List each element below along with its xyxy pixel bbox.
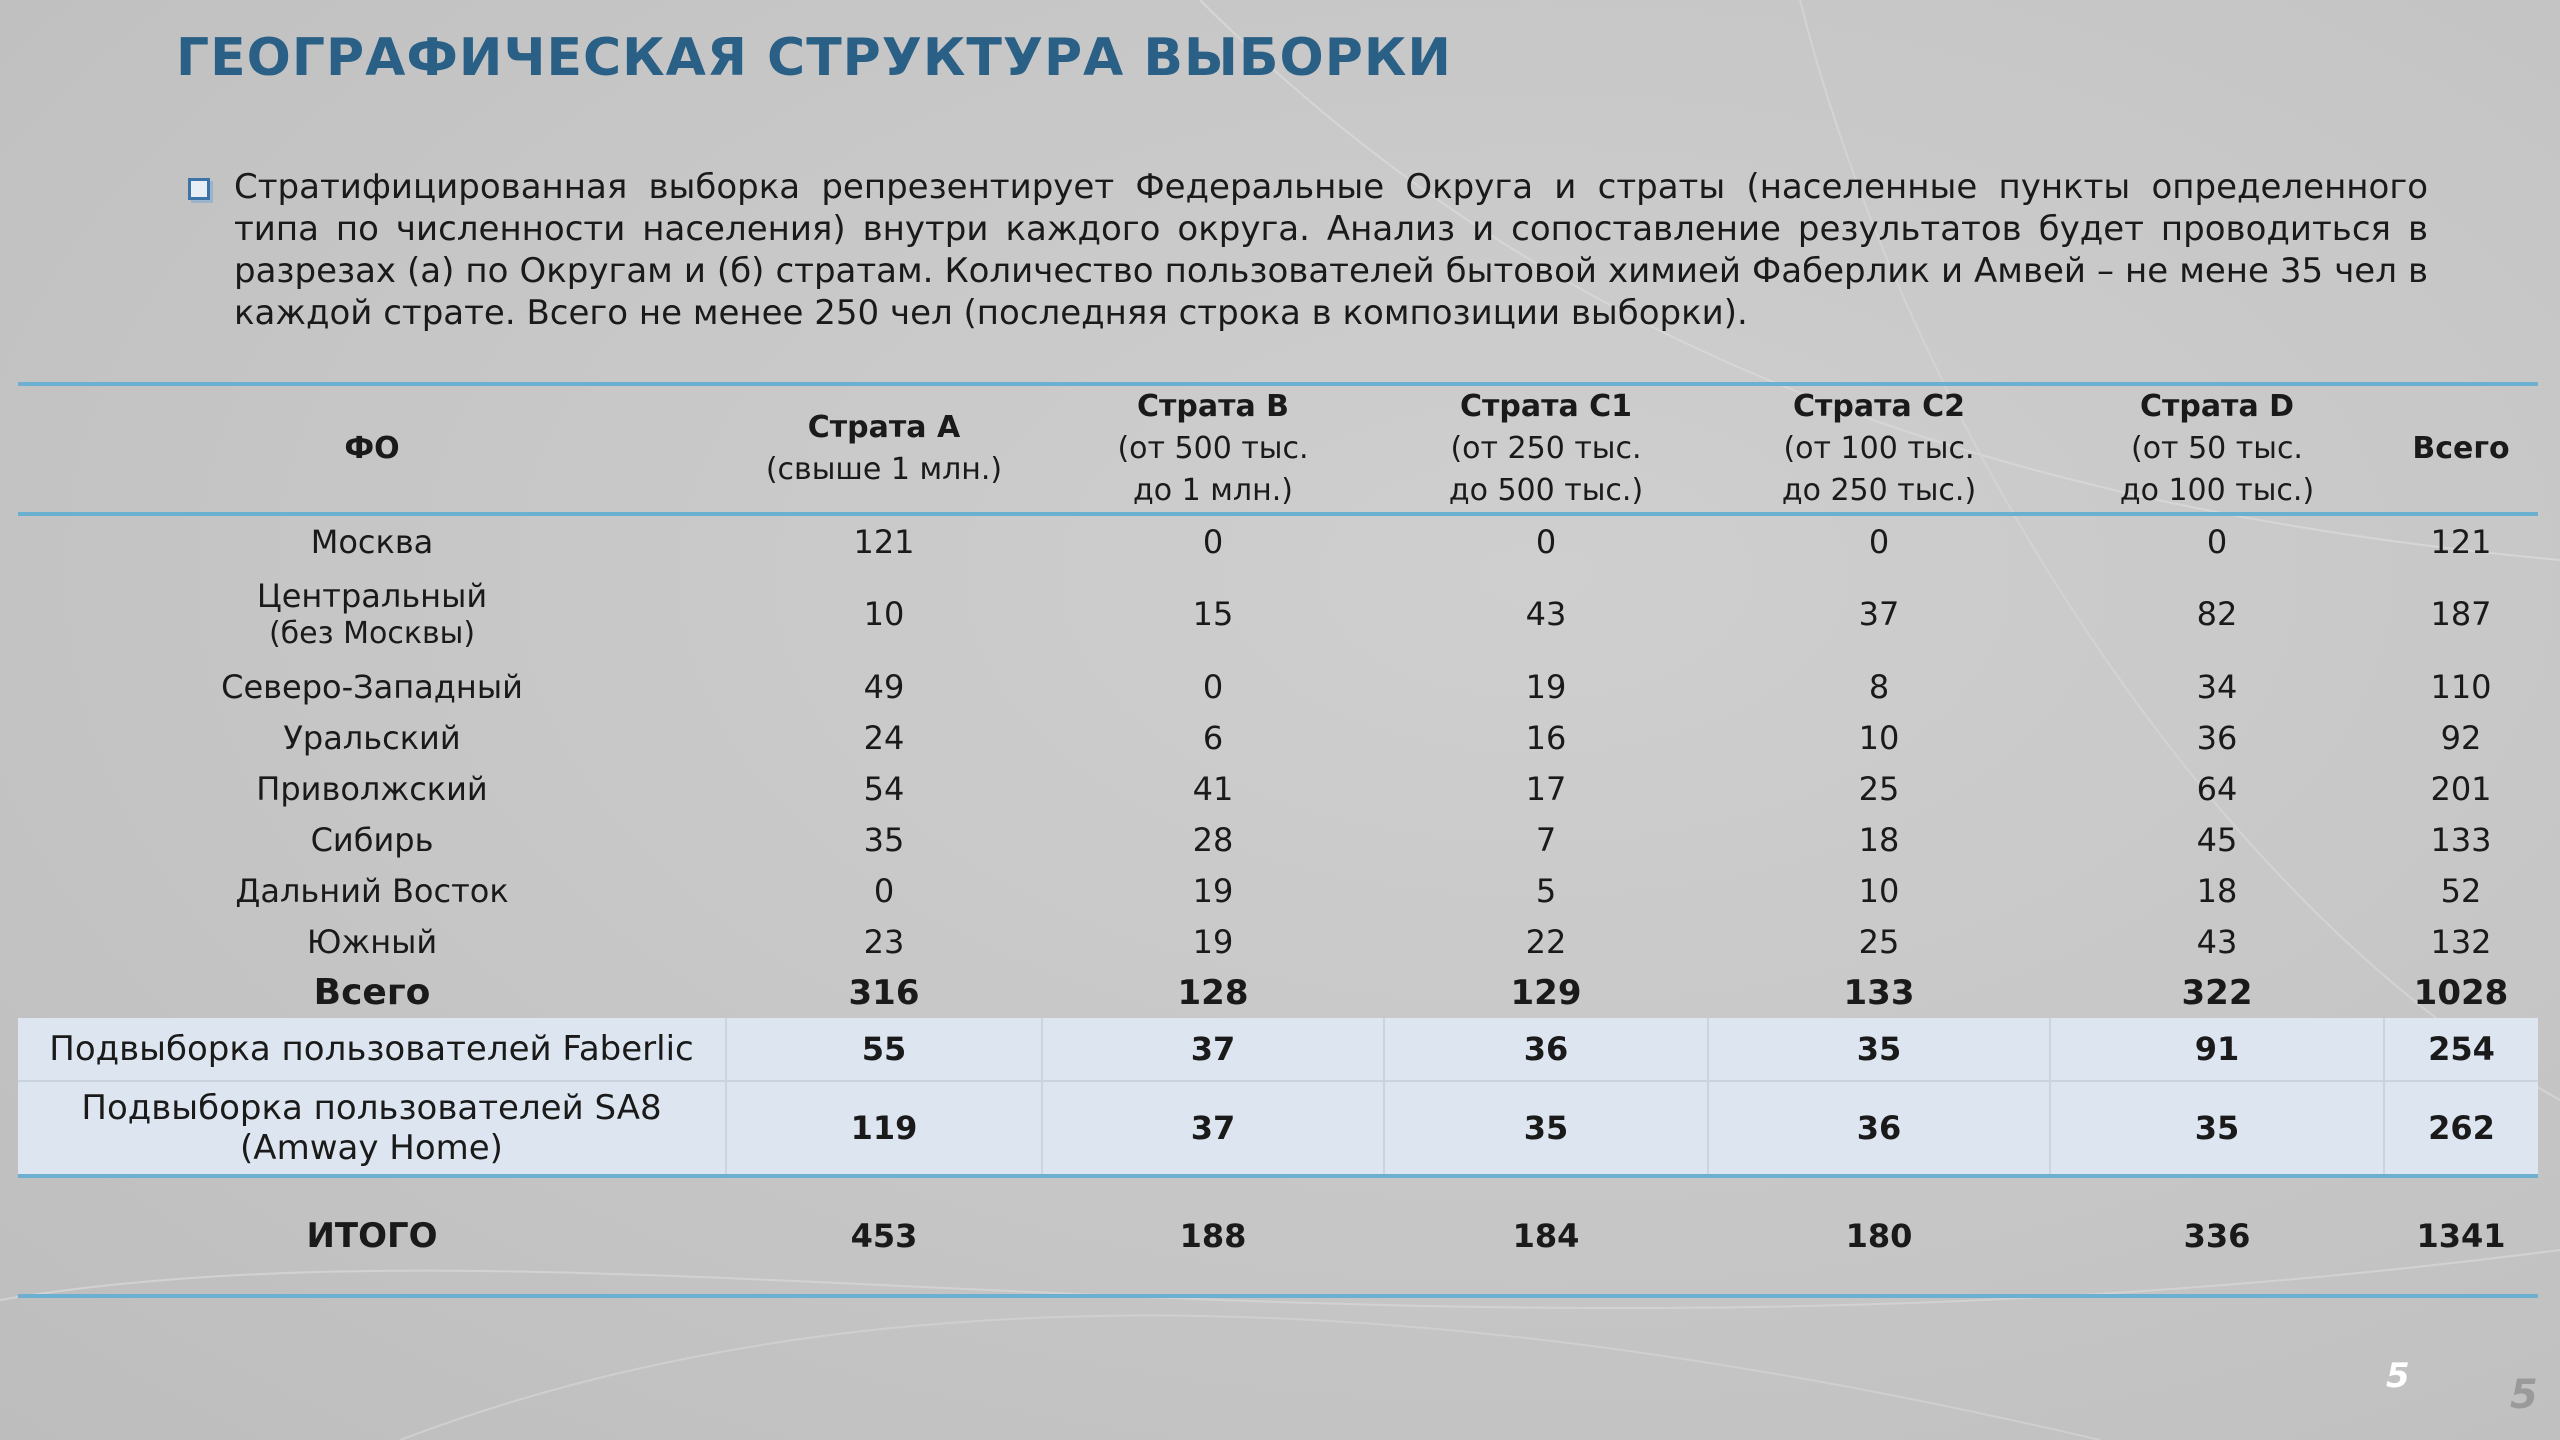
table-row bbox=[18, 712, 2538, 763]
row-fo: Дальний Восток bbox=[235, 871, 509, 910]
cell-total: 262 bbox=[2384, 1081, 2538, 1176]
cell-total: 92 bbox=[2440, 718, 2482, 757]
cell-a: 316 bbox=[848, 972, 920, 1013]
cell-d: 34 bbox=[2196, 667, 2238, 706]
cell-c2: 133 bbox=[1843, 972, 1915, 1013]
cell-b: 37 bbox=[1042, 1081, 1384, 1176]
cell-a: 10 bbox=[863, 595, 905, 633]
row-fo bbox=[18, 567, 726, 661]
cell-a: 55 bbox=[726, 1018, 1042, 1081]
subsample-row bbox=[18, 1081, 2538, 1176]
cell-a: 453 bbox=[726, 1176, 1042, 1296]
cell-total: 121 bbox=[2430, 522, 2492, 561]
page-number-corner: 5 bbox=[2510, 1372, 2538, 1418]
header-strata-a: Страта А (свыше 1 млн.) bbox=[726, 384, 1042, 514]
sample-structure-table bbox=[18, 382, 2538, 1298]
cell-a: 35 bbox=[863, 820, 905, 859]
cell-total: 133 bbox=[2430, 820, 2492, 859]
row-fo: Уральский bbox=[283, 718, 461, 757]
cell-total: 132 bbox=[2430, 922, 2492, 961]
cell-a: 121 bbox=[853, 522, 915, 561]
row-fo: ИТОГО bbox=[18, 1176, 726, 1296]
grand-total-row bbox=[18, 1176, 2538, 1296]
cell-d: 0 bbox=[2206, 522, 2228, 561]
cell-c2: 25 bbox=[1858, 922, 1900, 961]
cell-c2: 18 bbox=[1858, 820, 1900, 859]
cell-total: 187 bbox=[2430, 595, 2492, 633]
cell-c1: 0 bbox=[1535, 522, 1557, 561]
cell-total: 1341 bbox=[2384, 1176, 2538, 1296]
intro-text: Стратифицированная выборка репрезентирует Федеральные Округа и страты (населенные пункты определенного типа по численности населения) внутри каждого округа. Анализ и сопоставление результатов будет проводиться в разрезах (а) по Округам и (б) стратам. Количество пользователей бытовой химией Фаберлик и Амвей – не мене 35 чел в каждой страте. Всего не менее 250 чел (последняя строка в композиции выборки). bbox=[234, 167, 2428, 333]
header-fo: ФО bbox=[18, 384, 726, 514]
cell-a: 0 bbox=[873, 871, 895, 910]
row-fo: Всего bbox=[313, 971, 431, 1013]
cell-b: 128 bbox=[1177, 972, 1249, 1013]
row-fo: Северо-Западный bbox=[221, 667, 523, 706]
page-number: 5 bbox=[2386, 1356, 2410, 1396]
cell-a: 23 bbox=[863, 922, 905, 961]
cell-b: 41 bbox=[1192, 769, 1234, 808]
cell-total: 201 bbox=[2430, 769, 2492, 808]
cell-c2: 10 bbox=[1858, 718, 1900, 757]
cell-d: 322 bbox=[2181, 972, 2253, 1013]
total-row bbox=[18, 967, 2538, 1018]
cell-c2: 35 bbox=[1708, 1018, 2050, 1081]
cell-b: 6 bbox=[1202, 718, 1224, 757]
cell-a: 49 bbox=[863, 667, 905, 706]
cell-d: 45 bbox=[2196, 820, 2238, 859]
cell-c1: 5 bbox=[1535, 871, 1557, 910]
cell-d: 336 bbox=[2050, 1176, 2384, 1296]
cell-total: 1028 bbox=[2413, 972, 2509, 1013]
cell-d: 91 bbox=[2050, 1018, 2384, 1081]
table-row bbox=[18, 814, 2538, 865]
cell-b: 15 bbox=[1192, 595, 1234, 633]
table-row bbox=[18, 916, 2538, 967]
cell-c1: 17 bbox=[1525, 769, 1567, 808]
cell-c2: 36 bbox=[1708, 1081, 2050, 1176]
cell-c1: 35 bbox=[1384, 1081, 1708, 1176]
cell-c2: 10 bbox=[1858, 871, 1900, 910]
cell-c2: 8 bbox=[1868, 667, 1890, 706]
row-fo-note: (без Москвы) bbox=[268, 616, 476, 651]
cell-b: 19 bbox=[1192, 871, 1234, 910]
cell-d: 43 bbox=[2196, 922, 2238, 961]
cell-total: 52 bbox=[2440, 871, 2482, 910]
cell-c1: 22 bbox=[1525, 922, 1567, 961]
cell-b: 0 bbox=[1202, 522, 1224, 561]
table-row bbox=[18, 514, 2538, 567]
cell-b: 37 bbox=[1042, 1018, 1384, 1081]
cell-b: 0 bbox=[1202, 667, 1224, 706]
subsample-row bbox=[18, 1018, 2538, 1081]
square-bullet-icon bbox=[188, 178, 210, 200]
row-fo: Подвыборка пользователей Faberlic bbox=[18, 1018, 726, 1081]
cell-d: 18 bbox=[2196, 871, 2238, 910]
cell-c1: 129 bbox=[1510, 972, 1582, 1013]
cell-total: 110 bbox=[2430, 667, 2492, 706]
row-fo: Южный bbox=[306, 922, 438, 961]
cell-c2: 0 bbox=[1868, 522, 1890, 561]
intro-paragraph bbox=[188, 166, 2428, 334]
table-row bbox=[18, 865, 2538, 916]
cell-b: 188 bbox=[1042, 1176, 1384, 1296]
cell-d: 64 bbox=[2196, 769, 2238, 808]
cell-a: 54 bbox=[863, 769, 905, 808]
header-total: Всего bbox=[2384, 384, 2538, 514]
row-fo: Приволжский bbox=[256, 769, 488, 808]
cell-c1: 43 bbox=[1525, 595, 1567, 633]
cell-total: 254 bbox=[2384, 1018, 2538, 1081]
row-fo: Сибирь bbox=[310, 820, 434, 859]
cell-d: 82 bbox=[2196, 595, 2238, 633]
page-title: ГЕОГРАФИЧЕСКАЯ СТРУКТУРА ВЫБОРКИ bbox=[176, 28, 1452, 88]
cell-b: 19 bbox=[1192, 922, 1234, 961]
cell-d: 36 bbox=[2196, 718, 2238, 757]
header-strata-b: Страта В (от 500 тыс. до 1 млн.) bbox=[1042, 384, 1384, 514]
cell-c2: 25 bbox=[1858, 769, 1900, 808]
cell-c2: 180 bbox=[1708, 1176, 2050, 1296]
cell-c1: 36 bbox=[1384, 1018, 1708, 1081]
header-strata-d: Страта D (от 50 тыс. до 100 тыс.) bbox=[2050, 384, 2384, 514]
table-row bbox=[18, 763, 2538, 814]
cell-a: 119 bbox=[726, 1081, 1042, 1176]
table-header-row bbox=[18, 384, 2538, 514]
cell-c1: 19 bbox=[1525, 667, 1567, 706]
cell-c1: 16 bbox=[1525, 718, 1567, 757]
cell-b: 28 bbox=[1192, 820, 1234, 859]
cell-c1: 184 bbox=[1384, 1176, 1708, 1296]
table-row bbox=[18, 661, 2538, 712]
cell-c2: 37 bbox=[1858, 595, 1900, 633]
header-strata-c1: Страта С1 (от 250 тыс. до 500 тыс.) bbox=[1384, 384, 1708, 514]
cell-c1: 7 bbox=[1535, 820, 1557, 859]
row-fo: Подвыборка пользователей SA8 (Amway Home) bbox=[18, 1081, 726, 1176]
row-fo: Москва bbox=[310, 522, 434, 561]
table-row bbox=[18, 567, 2538, 661]
row-fo-name: Центральный bbox=[256, 577, 488, 615]
header-strata-c2: Страта С2 (от 100 тыс. до 250 тыс.) bbox=[1708, 384, 2050, 514]
cell-a: 24 bbox=[863, 718, 905, 757]
cell-d: 35 bbox=[2050, 1081, 2384, 1176]
